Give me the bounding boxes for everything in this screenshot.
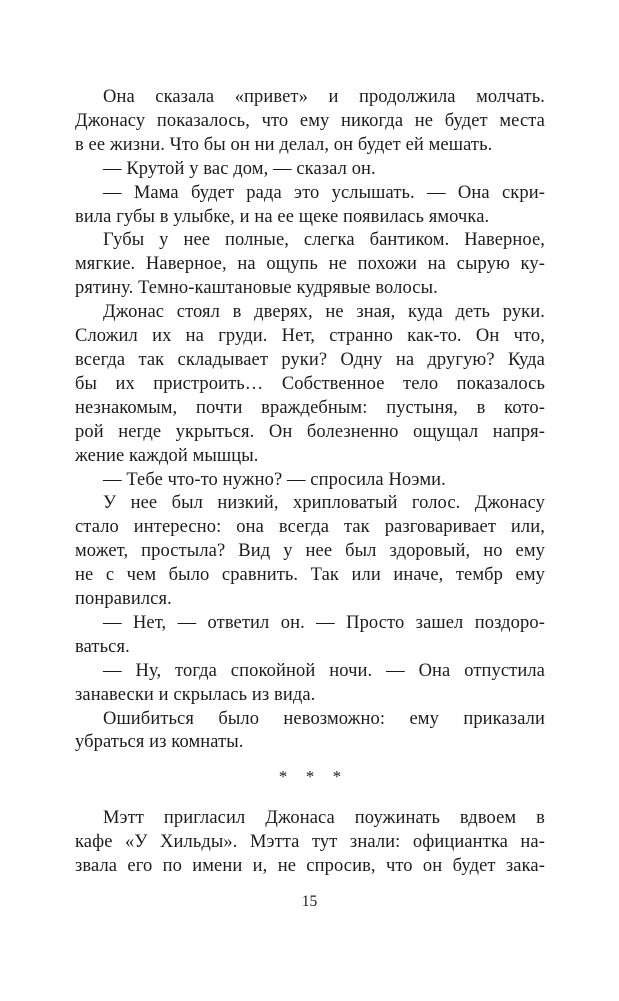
paragraph <box>75 301 545 468</box>
text-line: Она сказала «привет» и продолжила молчать. <box>103 87 545 107</box>
text-line: звала его по имени и, не спросив, что он будет зака- <box>75 856 545 877</box>
text-line: в ее жизни. Что бы он ни делал, он будет ей мешать. <box>75 134 493 155</box>
paragraph <box>75 660 545 708</box>
text-line: не с чем было сравнить. Так или иначе, тембр ему <box>75 565 545 586</box>
text-line: бы их пристроить… Собственное тело показалось <box>75 373 545 394</box>
text-line: понравился. <box>75 589 172 610</box>
section-separator: * * * <box>278 767 342 787</box>
text-line: может, простыла? Вид у нее был здоровый, но ему <box>75 541 545 562</box>
text-line: Джонасу показалось, что ему никогда не будет места <box>75 110 545 131</box>
text-line: всегда так складывает руки? Одну на другую? Куда <box>75 349 545 370</box>
text-line: — Тебе что-то нужно? — спросила Ноэми. <box>103 469 446 490</box>
paragraph <box>75 612 545 660</box>
text-line: Мэтт пригласил Джонаса поужинать вдвоем в <box>103 808 545 829</box>
text-line: — Нет, — ответил он. — Просто зашел поздоро- <box>103 612 545 633</box>
paragraph <box>75 469 545 493</box>
text-line: ваться. <box>75 636 130 657</box>
text-line: жение каждой мышцы. <box>75 445 259 466</box>
text-line: занавески и скрылась из вида. <box>75 684 316 705</box>
paragraph <box>75 182 545 230</box>
text-line: — Крутой у вас дом, — сказал он. <box>103 158 376 179</box>
text-line: вила губы в улыбке, и на ее щеке появилась ямочка. <box>75 206 490 227</box>
paragraph <box>75 807 545 879</box>
page-number: 15 <box>301 893 318 910</box>
paragraph <box>75 229 545 301</box>
text-line: У нее был низкий, хрипловатый голос. Джонасу <box>103 493 545 514</box>
text-line: Сложил их на груди. Нет, странно как-то. Он что, <box>75 326 545 347</box>
text-line: Ошибиться было невозможно: ему приказали <box>103 708 545 729</box>
text-line: рой негде укрыться. Он болезненно ощущал напря- <box>75 421 545 442</box>
text-line: незнакомым, почти враждебным: пустыня, в кото- <box>75 397 545 418</box>
paragraph <box>75 86 545 158</box>
text-line: мягкие. Наверное, на ощупь не похожи на сырую ку- <box>75 254 545 275</box>
text-line: — Мама будет рада это услышать. — Она скри- <box>103 182 545 203</box>
text-line: стало интересно: она всегда так разговаривает или, <box>75 517 545 538</box>
paragraph <box>75 158 545 182</box>
text-line: Джонас стоял в дверях, не зная, куда деть руки. <box>103 302 545 323</box>
text-line: Губы у нее полные, слегка бантиком. Наверное, <box>103 230 545 251</box>
text-line: кафе «У Хильды». Мэтта тут знали: официантка на- <box>75 832 545 853</box>
text-line: — Ну, тогда спокойной ночи. — Она отпустила <box>103 660 545 681</box>
paragraph <box>75 708 545 756</box>
text-line: убраться из комнаты. <box>75 732 244 753</box>
paragraph <box>75 492 545 612</box>
text-line: рятину. Темно-каштановые кудрявые волосы. <box>75 278 438 299</box>
text-area <box>75 86 545 879</box>
